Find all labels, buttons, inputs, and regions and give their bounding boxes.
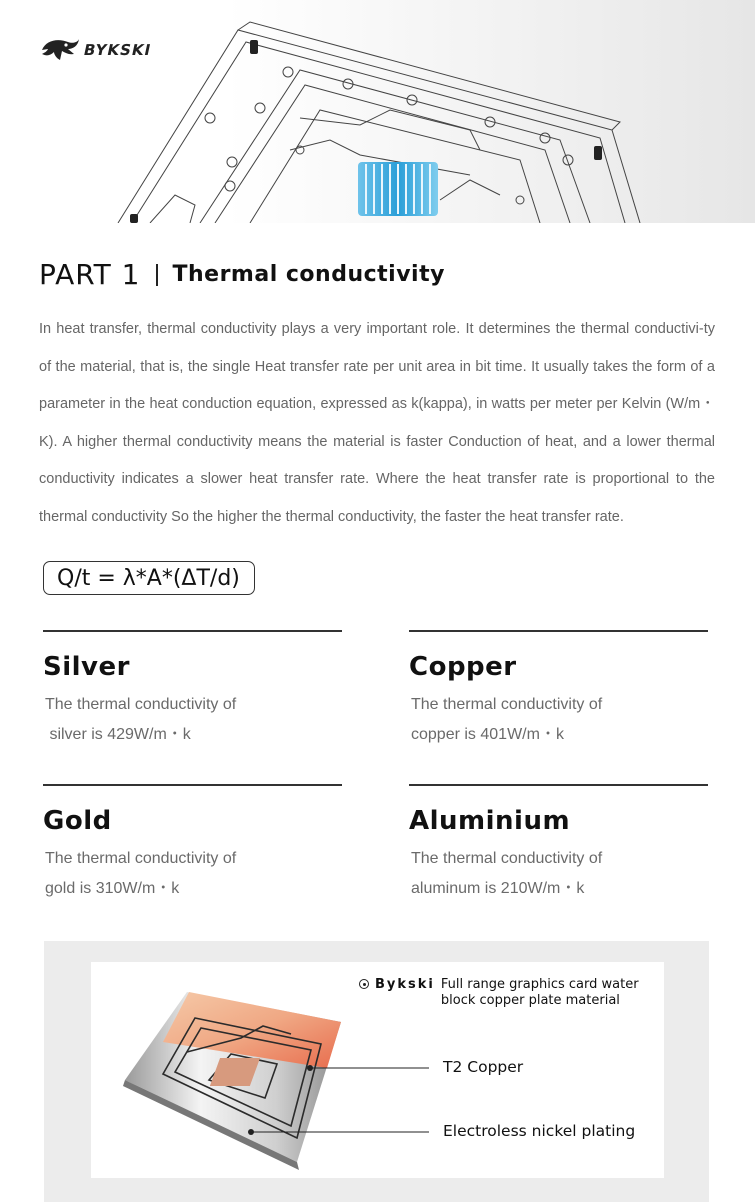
metal-description [411,690,709,750]
metal-card-gold [43,784,343,904]
description-line: gold is 310W/m・k [45,880,180,897]
metal-description [45,690,343,750]
metal-card-aluminium [409,784,709,904]
section-heading [39,258,445,291]
metal-name: Silver [43,652,130,682]
metal-name: Copper [409,652,517,682]
description-line: The thermal conductivity of [411,696,603,713]
metal-description [411,844,709,904]
divider [409,630,708,632]
bullet-dot-icon [359,979,369,989]
intro-paragraph: In heat transfer, thermal conductivity plays a very important role. It determines the thermal conductivi-ty of the material, that is, the single Heat transfer rate per unit area in bit time. It usually takes the form of a parameter in the heat conduction equation, expressed as k(kappa), in watts per meter per Kelvin (W/m・K). A higher thermal conductivity means the material is faster Conduction of heat, and a lower thermal conductivity indicates a slower heat transfer rate. Where the heat transfer rate is proportional to the thermal conductivity So the higher the thermal conductivity, the faster the heat transfer rate. [39,321,715,525]
layer-label-copper: T2 Copper [443,1058,524,1076]
metal-name: Gold [43,806,112,836]
dragon-logo-icon [40,36,80,64]
layer-label-nickel: Electroless nickel plating [443,1122,636,1140]
brand-name: BYKSKI [82,41,154,59]
brand-caption [359,977,641,1009]
hero-banner [0,0,755,223]
metal-card-copper [409,630,709,750]
formula-box: Q/t = λ*A*(ΔT/d) [43,561,255,595]
description-line: The thermal conductivity of [45,850,237,867]
caption-text: Full range graphics card water block copper plate material [440,977,639,1008]
brand-logo [40,36,154,64]
divider [409,784,708,786]
metal-card-silver [43,630,343,750]
divider [43,784,342,786]
heading-divider [156,264,158,286]
description-line: copper is 401W/m・k [411,726,564,743]
metal-name: Aluminium [409,806,571,836]
description-line: The thermal conductivity of [45,696,237,713]
material-card [91,962,664,1178]
part-label: PART 1 [39,258,141,291]
description-line: The thermal conductivity of [411,850,603,867]
description-line: silver is 429W/m・k [45,726,191,743]
description-line: aluminum is 210W/m・k [411,880,585,897]
brand-name: Bykski [375,977,435,992]
section-title: Thermal conductivity [172,262,445,287]
divider [43,630,342,632]
metal-description [45,844,343,904]
material-panel [44,941,709,1202]
water-block-illustration [0,0,755,223]
